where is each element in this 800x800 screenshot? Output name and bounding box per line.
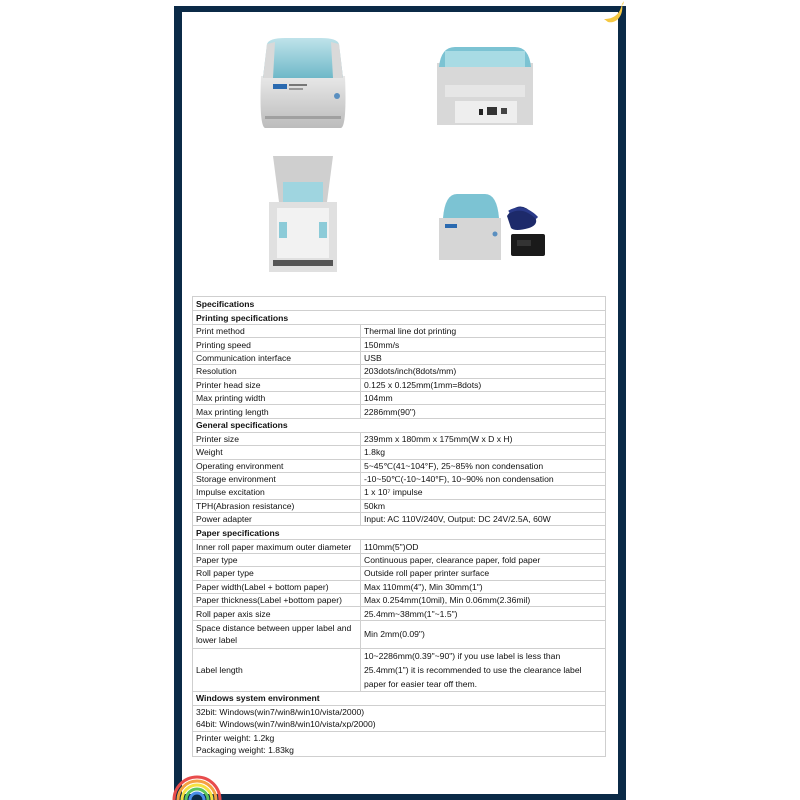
spec-key: Storage environment bbox=[193, 472, 361, 485]
spec-value: 203dots/inch(8dots/mm) bbox=[361, 365, 606, 378]
spec-value: 25.4mm~38mm(1"~1.5") bbox=[361, 607, 606, 620]
spec-key: Weight bbox=[193, 446, 361, 459]
spec-value: 104mm bbox=[361, 391, 606, 404]
spec-key: Label length bbox=[193, 648, 361, 691]
spec-value: Continuous paper, clearance paper, fold paper bbox=[361, 553, 606, 566]
spec-value: 50km bbox=[361, 499, 606, 512]
spec-key: Paper thickness(Label +bottom paper) bbox=[193, 594, 361, 607]
spec-key: Printer size bbox=[193, 432, 361, 445]
weight-line: Printer weight: 1.2kg bbox=[193, 731, 606, 744]
spec-value: Thermal line dot printing bbox=[361, 325, 606, 338]
printer-front-photo bbox=[255, 36, 350, 130]
section-title: General specifications bbox=[193, 418, 606, 432]
spec-key: Power adapter bbox=[193, 513, 361, 526]
spec-value bbox=[361, 648, 606, 691]
section-title: Paper specifications bbox=[193, 526, 606, 540]
spec-value: Input: AC 110V/240V, Output: DC 24V/2.5A, 60W bbox=[361, 513, 606, 526]
spec-key: Paper width(Label + bottom paper) bbox=[193, 580, 361, 593]
rainbow-icon bbox=[172, 770, 222, 800]
weight-line: Packaging weight: 1.83kg bbox=[193, 744, 606, 757]
spec-key: Impulse excitation bbox=[193, 486, 361, 499]
spec-key: Max printing length bbox=[193, 405, 361, 418]
spec-key: Max printing width bbox=[193, 391, 361, 404]
spec-value: 239mm x 180mm x 175mm(W x D x H) bbox=[361, 432, 606, 445]
spec-key: Roll paper type bbox=[193, 567, 361, 580]
label-length-text: 10~2286mm(0.39"~90") if you use label is less than 25.4mm(1") it is recommended to use the clearance label paper for easier tear off them. bbox=[364, 650, 582, 689]
printer-open-photo bbox=[267, 156, 339, 274]
section-title: Specifications bbox=[193, 297, 606, 311]
spec-value: Max 0.254mm(10mil), Min 0.06mm(2.36mil) bbox=[361, 594, 606, 607]
spec-key: Paper type bbox=[193, 553, 361, 566]
spec-value: Min 2mm(0.09") bbox=[361, 620, 606, 648]
os-line: 32bit: Windows(win7/win8/win10/vista/2000) bbox=[193, 705, 606, 718]
spec-value: 1 x 10⁷ impulse bbox=[361, 486, 606, 499]
spec-value: Outside roll paper printer surface bbox=[361, 567, 606, 580]
spec-value: 110mm(5")OD bbox=[361, 540, 606, 553]
spec-key: Roll paper axis size bbox=[193, 607, 361, 620]
specification-table bbox=[192, 296, 606, 757]
spec-key: Printing speed bbox=[193, 338, 361, 351]
spec-value: 2286mm(90") bbox=[361, 405, 606, 418]
moon-icon bbox=[598, 0, 626, 26]
spec-key: Space distance between upper label and lower label bbox=[193, 620, 361, 648]
section-title: Printing specifications bbox=[193, 311, 606, 325]
spec-key: Operating environment bbox=[193, 459, 361, 472]
spec-value: 5~45℃(41~104°F), 25~85% non condensation bbox=[361, 459, 606, 472]
spec-key: Inner roll paper maximum outer diameter bbox=[193, 540, 361, 553]
printer-with-adapter-photo bbox=[437, 188, 550, 262]
spec-key: TPH(Abrasion resistance) bbox=[193, 499, 361, 512]
os-line: 64bit: Windows(win7/win8/win10/vista/xp/2000) bbox=[193, 718, 606, 731]
spec-value: USB bbox=[361, 351, 606, 364]
spec-value: -10~50℃(-10~140°F), 10~90% non condensation bbox=[361, 472, 606, 485]
section-title: Windows system environment bbox=[193, 691, 606, 705]
spec-value: Max 110mm(4"), Min 30mm(1") bbox=[361, 580, 606, 593]
spec-key: Resolution bbox=[193, 365, 361, 378]
spec-key: Communication interface bbox=[193, 351, 361, 364]
spec-value: 0.125 x 0.125mm(1mm=8dots) bbox=[361, 378, 606, 391]
spec-value: 150mm/s bbox=[361, 338, 606, 351]
spec-key: Print method bbox=[193, 325, 361, 338]
spec-key: Printer head size bbox=[193, 378, 361, 391]
spec-value: 1.8kg bbox=[361, 446, 606, 459]
printer-back-photo bbox=[435, 45, 535, 130]
